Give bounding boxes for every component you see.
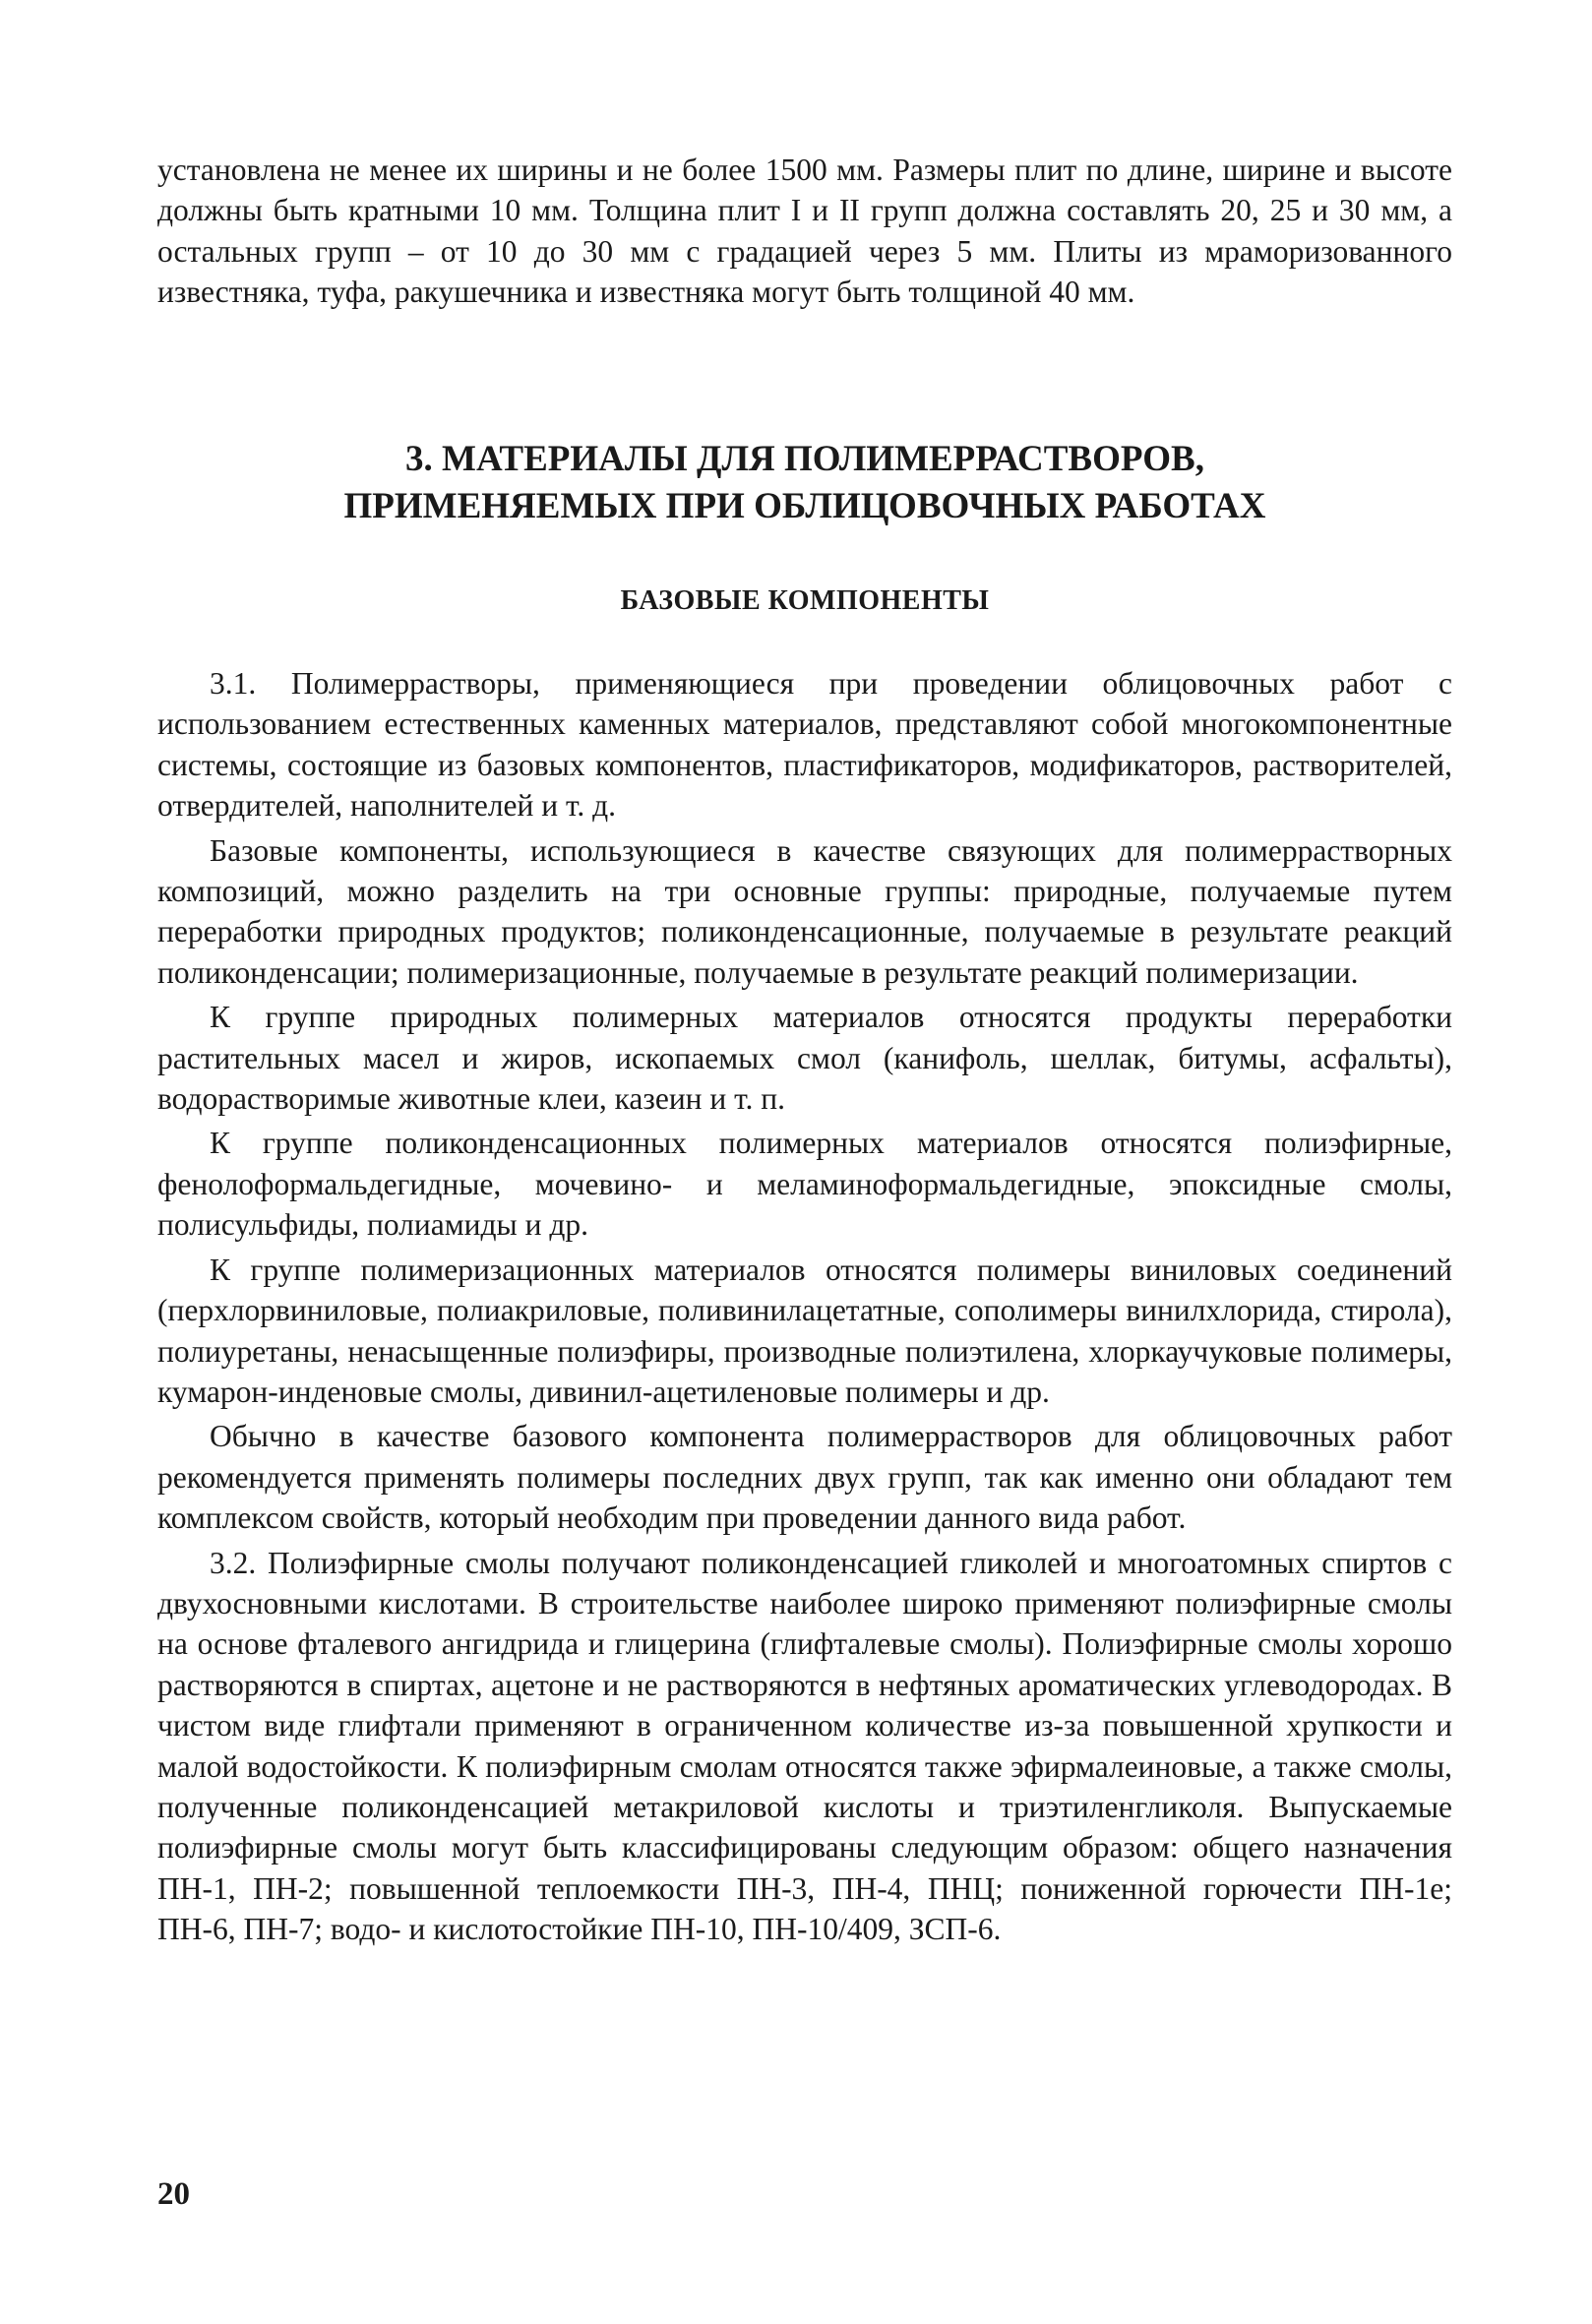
paragraph-3-2: 3.2. Полиэфирные смолы получают поликонденсацией гликолей и многоатомных спиртов с двухосновными кислотами. В строительстве наиболее широко применяют полиэфирные смолы на основе фталевого ангидрида и глицерина (глифталевые смолы). Полиэфирные смолы хорошо растворяются в спиртах, ацетоне и не растворяются в нефтяных ароматических углеводородах. В чистом виде глифтали применяют в ограниченном количестве из-за повышенной хрупкости и малой водостойкости. К полиэфирным смолам относятся также эфирмалеиновые, а также смолы, полученные поликонденсацией метакриловой кислоты и триэтиленгликоля. Выпускаемые полиэфирные смолы могут быть классифицированы следующим образом: общего назначения ПН-1, ПН-2; повышенной теплоемкости ПН-3, ПН-4, ПНЦ; пониженной горючести ПН-1е; ПН-6, ПН-7; водо- и кислотостойкие ПН-10, ПН-10/409, ЗСП-6. bbox=[157, 1545, 1452, 1947]
section-heading-line-2: ПРИМЕНЯЕМЫХ ПРИ ОБЛИЦОВОЧНЫХ РАБОТАХ bbox=[343, 486, 1266, 526]
section-heading bbox=[157, 436, 1452, 530]
paragraph-3-1: 3.1. Полимеррастворы, применяющиеся при проведении облицовочных работ с использованием естественных каменных материалов, представляют собой многокомпонентные системы, состоящие из базовых компонентов, пластификаторов, модификаторов, растворителей, отвердителей, наполнителей и т. д. bbox=[157, 666, 1452, 824]
paragraph-recommendation: Обычно в качестве базового компонента полимеррастворов для облицовочных работ рекомендуется применять полимеры последних двух групп, так как именно они обладают тем комплексом свойств, который необходим при проведении данного вида работ. bbox=[157, 1419, 1452, 1536]
section-subheading: БАЗОВЫЕ КОМПОНЕНТЫ bbox=[620, 585, 990, 616]
page-number: 20 bbox=[157, 2176, 190, 2212]
paragraph-natural-polymers: К группе природных полимерных материалов относятся продукты переработки растительных масел и жиров, ископаемых смол (канифоль, шеллак, битумы, асфальты), водорастворимые животные клеи, казеин и т. п. bbox=[157, 1000, 1452, 1117]
paragraph-polymerization: К группе полимеризационных материалов относятся полимеры виниловых соединений (перхлорвиниловые, полиакриловые, поливинилацетатные, сополимеры винилхлорида, стирола), полиуретаны, ненасыщенные полиэфиры, производные полиэтилена, хлоркаучуковые полимеры, кумарон-инденовые смолы, дивинил-ацетиленовые полимеры и др. bbox=[157, 1252, 1452, 1409]
paragraph-base-components: Базовые компоненты, использующиеся в качестве связующих для полимеррастворных композиций, можно разделить на три основные группы: природные, получаемые путем переработки природных продуктов; поликонденсационные, получаемые в результате реакций поликонденсации; полимеризационные, получаемые в результате реакций полимеризации. bbox=[157, 832, 1452, 990]
paragraph-polycondensation: К группе поликонденсационных полимерных материалов относятся полиэфирные, фенолоформальдегидные, мочевино- и меламиноформальдегидные, эпоксидные смолы, полисульфиды, полиамиды и др. bbox=[157, 1126, 1452, 1243]
section-heading-line-1: 3. МАТЕРИАЛЫ ДЛЯ ПОЛИМЕРРАСТВОРОВ, bbox=[405, 439, 1204, 479]
intro-block bbox=[157, 150, 1452, 313]
section-body bbox=[157, 663, 1452, 1950]
intro-paragraph: установлена не менее их ширины и не более 1500 мм. Размеры плит по длине, ширине и высоте должны быть кратными 10 мм. Толщина плит I и II групп должна составлять 20, 25 и 30 мм, а остальных групп – от 10 до 30 мм с градацией через 5 мм. Плиты из мраморизованного известняка, туфа, ракушечника и известняка могут быть толщиной 40 мм. bbox=[157, 153, 1452, 310]
